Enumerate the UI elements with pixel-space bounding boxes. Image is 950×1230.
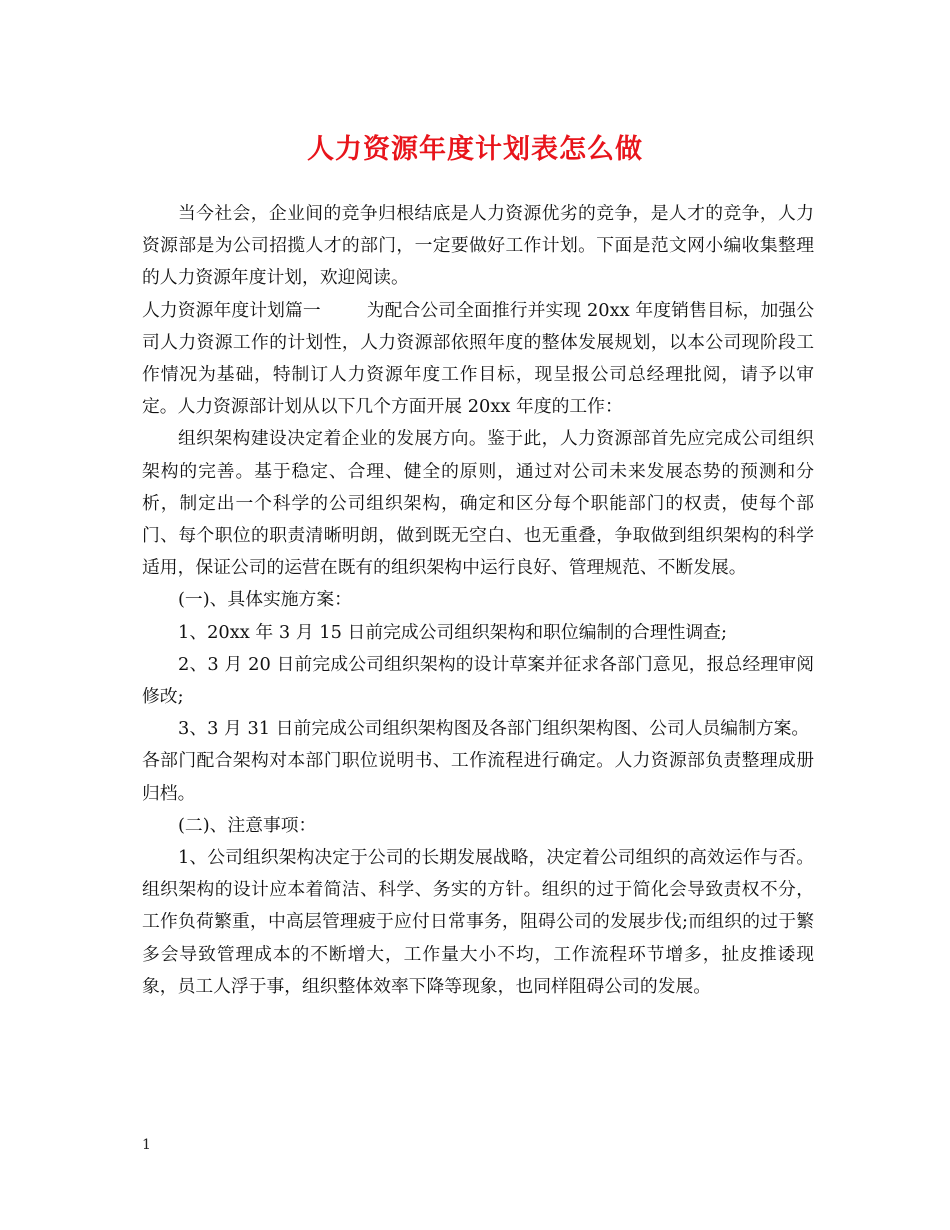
note-item-1: 1、公司组织架构决定于公司的长期发展战略，决定着公司组织的高效运作与否。组织架构的设计应本着简洁、科学、务实的方针。组织的过于简化会导致责权不分，工作负荷繁重，中高层管理疲于应付日常事务，阻碍公司的发展步伐;而组织的过于繁多会导致管理成本的不断增大，工作量大小不均，工作流程环节增多，扯皮推诿现象，员工人浮于事，组织整体效率下降等现象，也同样阻碍公司的发展。 bbox=[142, 847, 814, 997]
plan-item-3-continued: 各部门配合架构对本部门职位说明书、工作流程进行确定。人力资源部负责整理成册归档。 bbox=[142, 750, 814, 804]
intro-paragraph: 当今社会，企业间的竞争归根结底是人力资源优劣的竞争，是人才的竞争，人力资源部是为公司招揽人才的部门，一定要做好工作计划。下面是范文网小编收集整理的人力资源年度计划，欢迎阅读。 bbox=[142, 203, 814, 289]
section-paragraph bbox=[142, 295, 814, 424]
plan-item-1: 1、20xx 年 3 月 15 日前完成公司组织架构和职位编制的合理性调查; bbox=[178, 621, 727, 643]
plan-heading: (一)、具体实施方案： bbox=[178, 589, 352, 611]
document-title: 人力资源年度计划表怎么做 bbox=[307, 134, 643, 165]
structure-paragraph: 组织架构建设决定着企业的发展方向。鉴于此，人力资源部首先应完成公司组织架构的完善。基于稳定、合理、健全的原则，通过对公司未来发展态势的预测和分析，制定出一个科学的公司组织架构，确定和区分每个职能部门的权责，使每个部门、每个职位的职责清晰明朗，做到既无空白、也无重叠，争取做到组织架构的科学适用，保证公司的运营在既有的组织架构中运行良好、管理规范、不断发展。 bbox=[142, 428, 814, 579]
plan-item-3: 3、3 月 31 日前完成公司组织架构图及各部门组织架构图、公司人员编制方案。 bbox=[178, 718, 810, 740]
page-number: 1 bbox=[142, 1137, 151, 1153]
section-text: 为配合公司全面推行并实现 20xx 年度销售目标，加强公司人力资源工作的计划性，人力资源部依照年度的整体发展规划，以本公司现阶段工作情况为基础，特制订人力资源年度工作目标，现呈报公司总经理批阅，请予以审定。人力资源部计划从以下几个方面开展 20xx 年度的工作： bbox=[142, 299, 814, 418]
notes-heading: (二)、注意事项： bbox=[178, 814, 317, 836]
section-heading: 人力资源年度计划篇一 bbox=[142, 299, 321, 321]
document-body bbox=[142, 198, 814, 1003]
plan-item-2: 2、3 月 20 日前完成公司组织架构的设计草案并征求各部门意见，报总经理审阅修改; bbox=[142, 653, 814, 708]
